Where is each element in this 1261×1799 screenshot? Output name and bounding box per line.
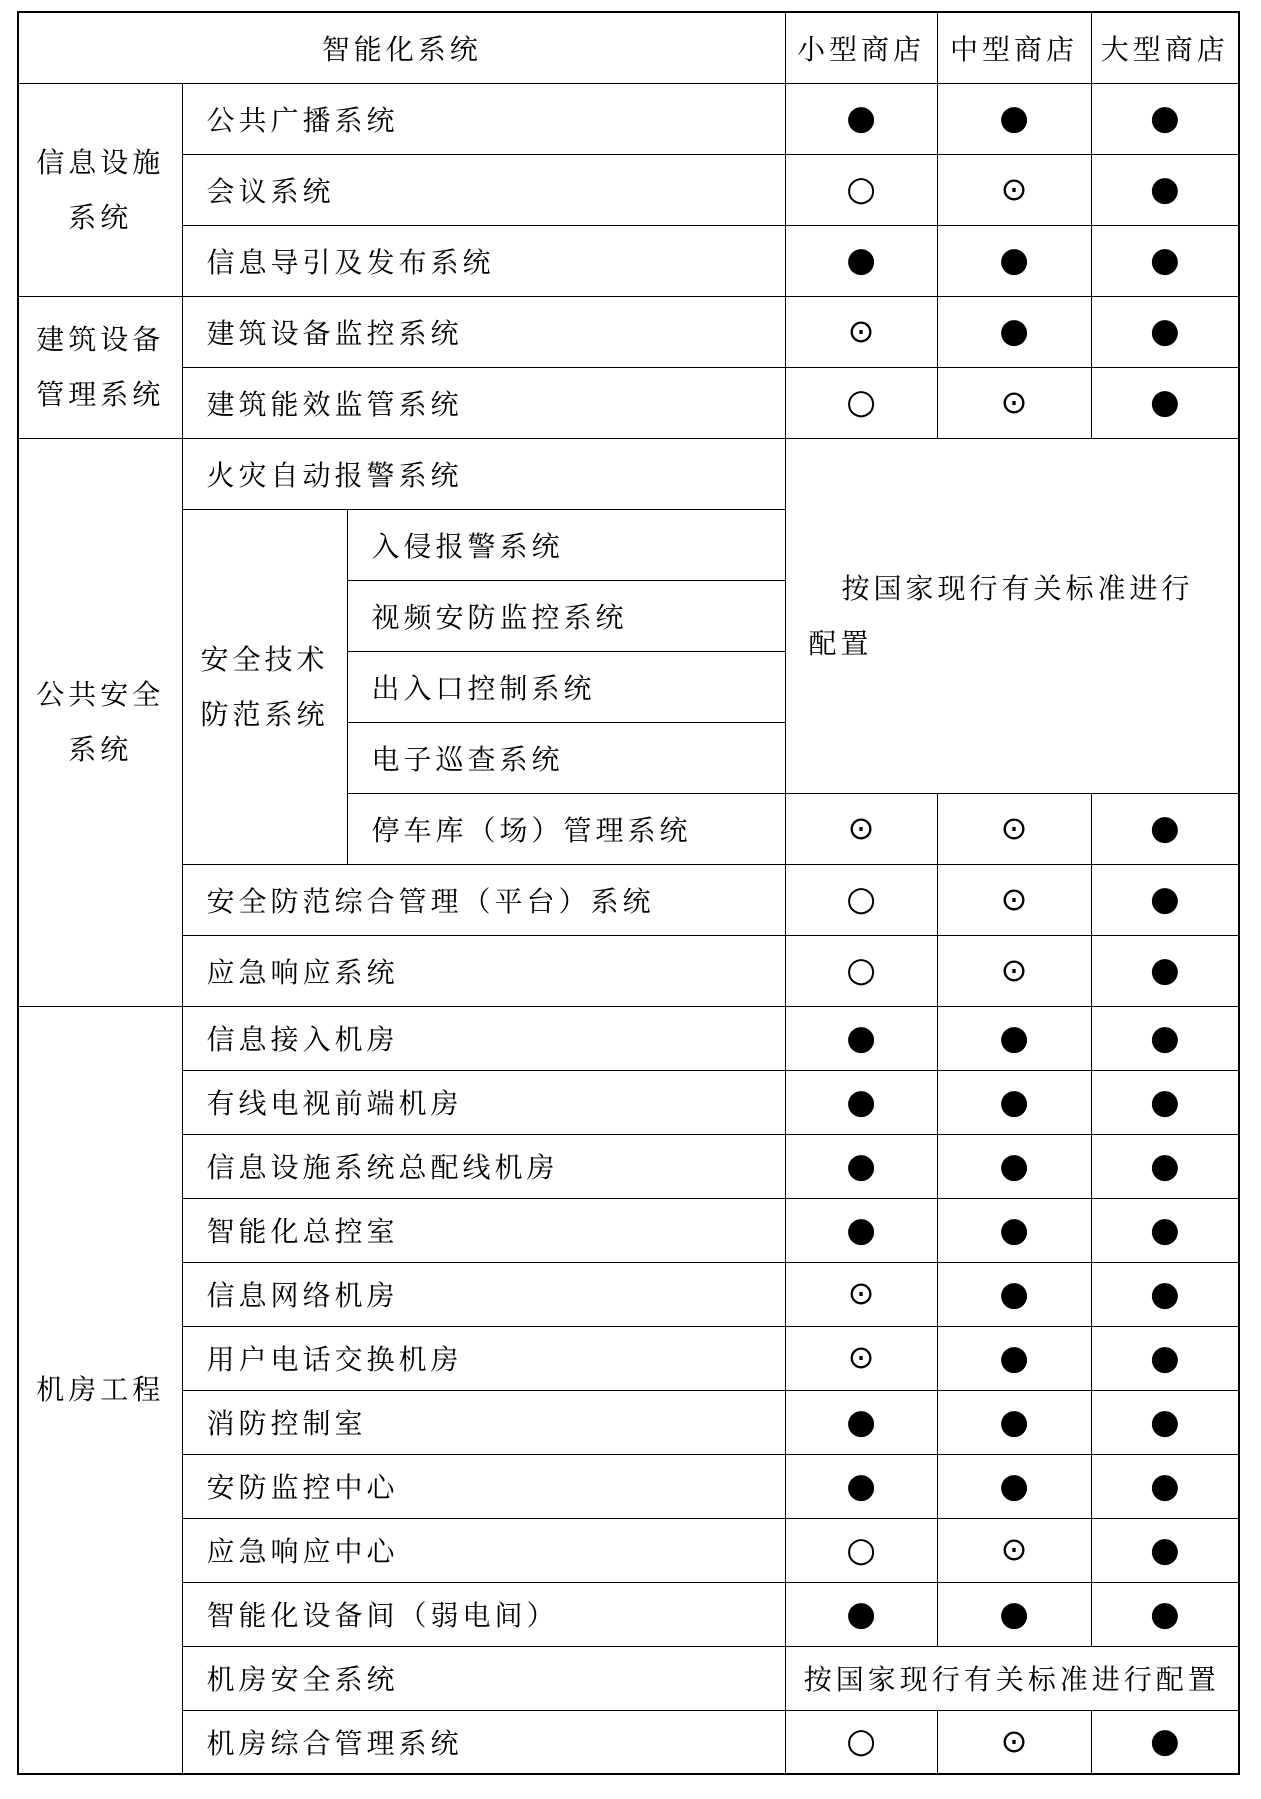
large-store-cell [1091,935,1239,1006]
table-row [18,1134,1239,1198]
medium-store-cell [937,1006,1091,1070]
header-system: 智能化系统 [18,12,785,83]
table-row [18,225,1239,296]
table-row [18,1454,1239,1518]
config-mark: ● [999,311,1029,351]
system-name-cell: 出入口控制系统 [347,651,785,722]
standard-note-cell: 按国家现行有关标准进行配置 [785,438,1239,793]
medium-store-cell [937,83,1091,154]
large-store-cell [1091,1582,1239,1646]
config-mark: ● [999,240,1029,280]
system-name-cell: 应急响应中心 [182,1518,785,1582]
category-cell [18,83,182,296]
system-name-cell: 信息设施系统总配线机房 [182,1134,785,1198]
config-mark: ○ [846,1721,876,1762]
small-store-cell [785,864,937,935]
large-store-cell [1091,83,1239,154]
table-row [18,1198,1239,1262]
small-store-cell [785,1134,937,1198]
small-store-cell [785,225,937,296]
medium-store-cell [937,793,1091,864]
table-row [18,935,1239,1006]
large-store-cell [1091,154,1239,225]
small-store-cell [785,1710,937,1774]
medium-store-cell [937,225,1091,296]
large-store-cell [1091,1006,1239,1070]
large-store-cell [1091,367,1239,438]
large-store-cell [1091,296,1239,367]
system-name-cell: 公共广播系统 [182,83,785,154]
category-label: 信息设施系统 [36,145,165,234]
small-store-cell [785,793,937,864]
config-mark: ● [1149,382,1180,422]
medium-store-cell [937,1134,1091,1198]
config-mark: ⊙ [847,1338,875,1376]
config-mark: ● [999,1593,1029,1634]
system-name-cell: 用户电话交换机房 [182,1326,785,1390]
table-row [18,1646,1239,1710]
table-row [18,1006,1239,1070]
config-mark: ○ [846,950,876,990]
config-mark: ● [1149,1593,1180,1634]
system-name-cell: 机房综合管理系统 [182,1710,785,1774]
config-mark: ● [1149,311,1180,351]
config-mark: ○ [846,879,876,919]
large-store-cell [1091,1326,1239,1390]
config-mark: ● [846,1465,876,1506]
small-store-cell [785,935,937,1006]
system-name-cell: 视频安防监控系统 [347,580,785,651]
large-store-cell [1091,1262,1239,1326]
category-cell [18,296,182,438]
config-mark: ● [846,1081,876,1122]
medium-store-cell [937,1070,1091,1134]
small-store-cell [785,83,937,154]
config-mark: ● [846,1401,876,1442]
medium-store-cell [937,1326,1091,1390]
config-mark: ● [1149,808,1180,848]
config-mark: ⊙ [1000,1530,1028,1568]
small-store-cell [785,1582,937,1646]
medium-store-cell [937,1390,1091,1454]
config-mark: ○ [846,382,876,422]
config-mark: ● [1149,1401,1180,1442]
config-mark: ⊙ [1000,382,1028,421]
header-large-store: 大型商店 [1091,12,1239,83]
small-store-cell [785,1262,937,1326]
table-row [18,367,1239,438]
config-mark: ● [999,1273,1029,1314]
system-name-cell: 应急响应系统 [182,935,785,1006]
config-mark: ⊙ [1000,950,1028,989]
config-mark: ● [999,1209,1029,1250]
config-mark: ● [846,1145,876,1186]
config-mark: ● [846,98,876,138]
config-mark: ⊙ [1000,169,1028,208]
config-mark: ● [999,1337,1029,1378]
table-row [18,1262,1239,1326]
medium-store-cell [937,1198,1091,1262]
table-row [18,296,1239,367]
table-row [18,438,1239,509]
config-mark: ● [1149,879,1180,919]
table-row [18,1518,1239,1582]
standard-note-cell: 按国家现行有关标准进行配置 [785,1646,1239,1710]
config-mark: ● [999,98,1029,138]
config-mark: ● [999,1081,1029,1122]
config-mark: ● [1149,1017,1180,1058]
system-name-cell: 安防监控中心 [182,1454,785,1518]
large-store-cell [1091,793,1239,864]
header-row [18,12,1239,83]
system-name-cell: 入侵报警系统 [347,509,785,580]
system-name-cell: 停车库（场）管理系统 [347,793,785,864]
configuration-table [17,11,1240,1775]
table-row [18,1390,1239,1454]
table-row [18,1070,1239,1134]
medium-store-cell [937,1710,1091,1774]
large-store-cell [1091,1710,1239,1774]
small-store-cell [785,1198,937,1262]
config-mark: ● [1149,240,1180,280]
small-store-cell [785,367,937,438]
config-mark: ● [1149,1081,1180,1122]
small-store-cell [785,154,937,225]
category-cell [18,438,182,1006]
system-name-cell: 有线电视前端机房 [182,1070,785,1134]
config-mark: ● [999,1401,1029,1442]
table-row [18,1326,1239,1390]
config-mark: ● [1149,1337,1180,1378]
small-store-cell [785,1326,937,1390]
config-mark: ● [1149,169,1180,209]
large-store-cell [1091,1518,1239,1582]
small-store-cell [785,1070,937,1134]
system-name-cell: 机房安全系统 [182,1646,785,1710]
config-mark: ○ [846,1529,876,1570]
system-name-cell: 智能化设备间（弱电间） [182,1582,785,1646]
medium-store-cell [937,935,1091,1006]
system-name-cell: 信息网络机房 [182,1262,785,1326]
medium-store-cell [937,296,1091,367]
small-store-cell [785,1454,937,1518]
system-name-cell: 电子巡查系统 [347,722,785,793]
small-store-cell [785,1006,937,1070]
header-small-store: 小型商店 [785,12,937,83]
system-name-cell: 消防控制室 [182,1390,785,1454]
large-store-cell [1091,1070,1239,1134]
config-mark: ⊙ [847,1274,875,1312]
header-medium-store: 中型商店 [937,12,1091,83]
large-store-cell [1091,1454,1239,1518]
config-mark: ● [846,1209,876,1250]
config-mark: ● [1149,950,1180,990]
medium-store-cell [937,367,1091,438]
category-label: 公共安全系统 [36,678,165,766]
config-mark: ● [1149,1273,1180,1314]
large-store-cell [1091,1198,1239,1262]
config-mark: ● [846,240,876,280]
config-mark: ○ [846,169,876,209]
medium-store-cell [937,154,1091,225]
table-row [18,83,1239,154]
category-cell [18,1006,182,1774]
system-name-cell: 火灾自动报警系统 [182,438,785,509]
medium-store-cell [937,1454,1091,1518]
config-mark: ● [846,1017,876,1058]
subcategory-label: 安全技术防范系统 [200,642,329,731]
system-name-cell: 建筑设备监控系统 [182,296,785,367]
config-mark: ● [999,1145,1029,1186]
config-mark: ● [999,1017,1029,1058]
config-mark: ⊙ [847,311,875,350]
table-row [18,1582,1239,1646]
config-mark: ● [1149,1209,1180,1250]
config-mark: ● [1149,1465,1180,1506]
config-mark: ⊙ [1000,808,1028,847]
small-store-cell [785,1518,937,1582]
config-mark: ⊙ [1000,1721,1028,1760]
config-mark: ● [999,1465,1029,1506]
config-mark: ⊙ [1000,879,1028,918]
large-store-cell [1091,864,1239,935]
table-row [18,1710,1239,1774]
config-mark: ● [1149,1529,1180,1570]
system-name-cell: 信息接入机房 [182,1006,785,1070]
table-row [18,154,1239,225]
config-mark: ● [1149,1721,1180,1762]
config-mark: ● [1149,1145,1180,1186]
config-mark: ● [846,1593,876,1634]
medium-store-cell [937,1262,1091,1326]
config-mark: ● [1149,98,1180,138]
medium-store-cell [937,864,1091,935]
system-name-cell: 信息导引及发布系统 [182,225,785,296]
config-mark: ⊙ [847,808,875,847]
system-name-cell: 建筑能效监管系统 [182,367,785,438]
table-row [18,864,1239,935]
category-label: 建筑设备管理系统 [36,323,165,411]
medium-store-cell [937,1582,1091,1646]
small-store-cell [785,296,937,367]
subcategory-cell [182,509,347,864]
system-name-cell: 会议系统 [182,154,785,225]
large-store-cell [1091,1390,1239,1454]
large-store-cell [1091,225,1239,296]
large-store-cell [1091,1134,1239,1198]
medium-store-cell [937,1518,1091,1582]
system-name-cell: 安全防范综合管理（平台）系统 [182,864,785,935]
small-store-cell [785,1390,937,1454]
category-label: 机房工程 [36,1373,165,1407]
system-name-cell: 智能化总控室 [182,1198,785,1262]
